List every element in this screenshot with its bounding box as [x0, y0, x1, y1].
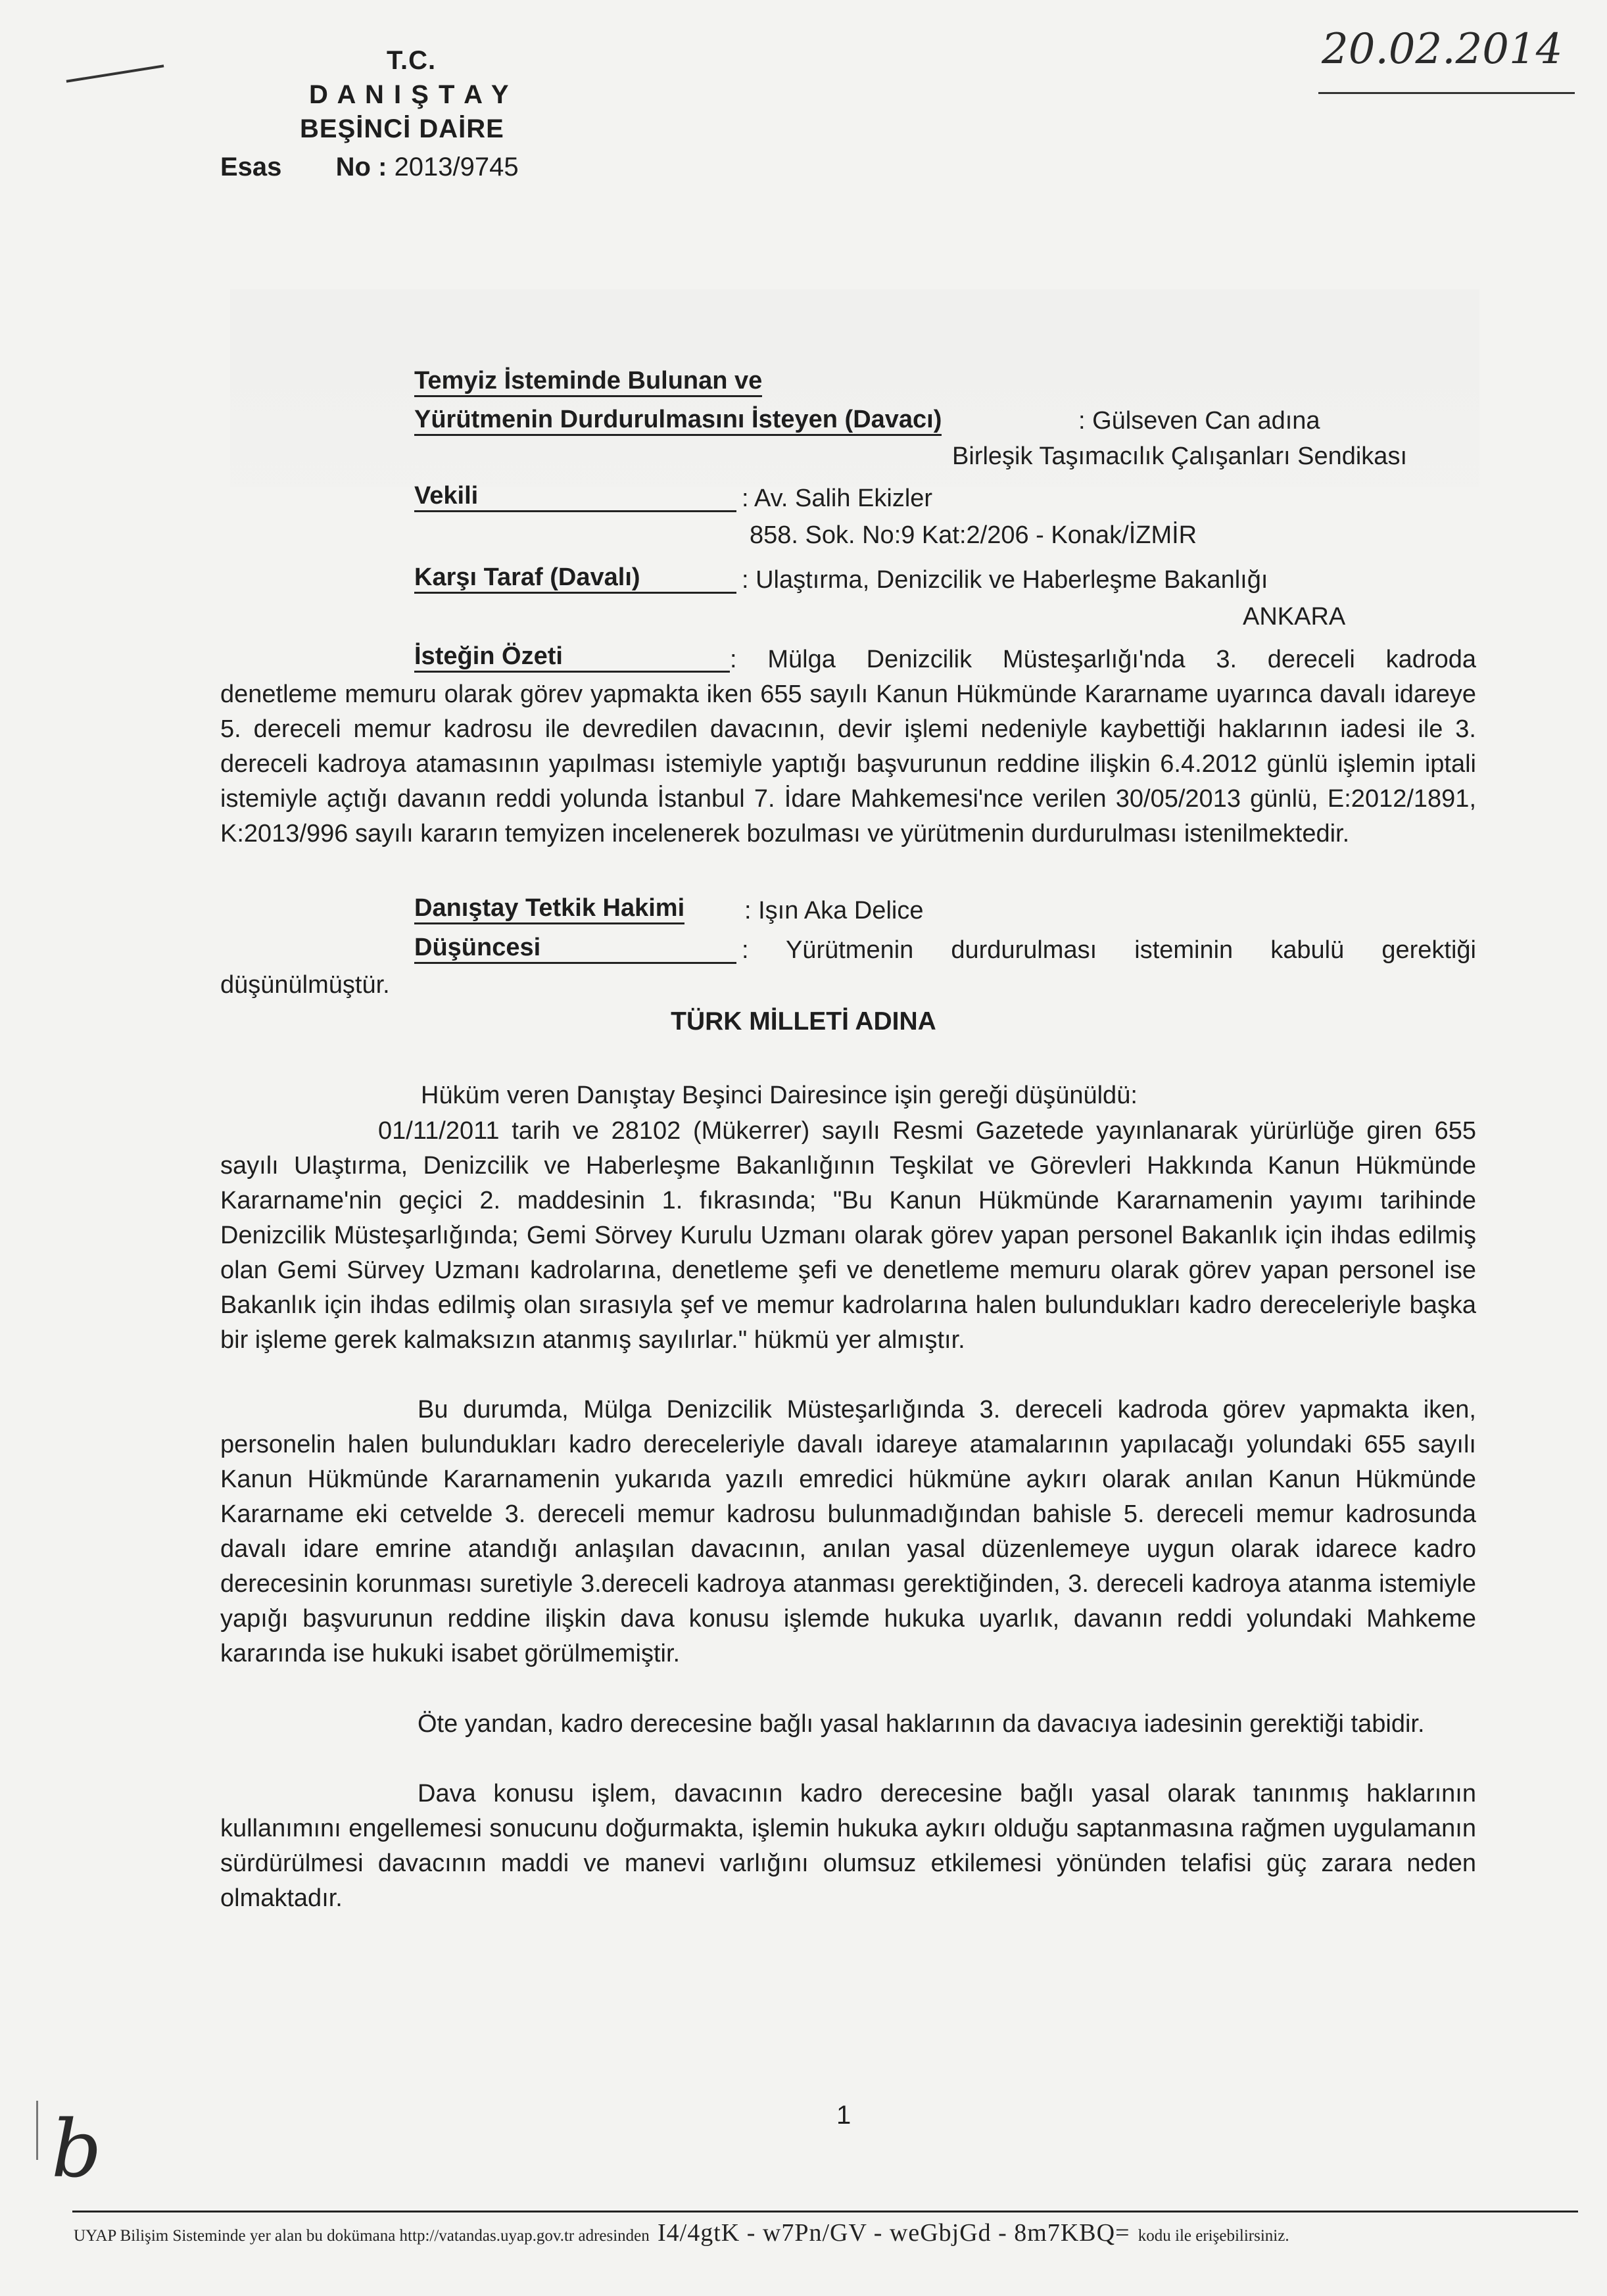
header-court: D A N I Ş T A Y: [309, 80, 510, 109]
judge-label: Danıştay Tetkik Hakimi: [414, 894, 684, 924]
handwritten-initial: b: [51, 2104, 102, 2195]
no-value: 2013/9745: [394, 153, 519, 181]
summary-text: denetleme memuru olarak görev yapmakta iken 655 sayılı Kanun Hükmünde Kararname uyarınca davalı idareye 5. dereceli memur kadrosu ile devredilen davacının, devir işlemi nedeniyle kaybettiği haklarının iadesi ile 3. dereceli kadroya atamasının yapılması istemiyle yaptığı başvurunun reddine ilişkin 6.4.2012 günlü işlemin iptali istemiyle açtığı davanın reddi yolunda İstanbul 7. İdare Mahkemesi'nce verilen 30/05/2013 günlü, E:2012/1891, K:2013/996 sayılı kararın temyizen incelenerek bozulması ve yürütmenin durdurulması istenilmektedir.: [220, 681, 1476, 848]
handwritten-date-underline: [1318, 92, 1575, 94]
opinion-first-line: : Yürütmenin durdurulması isteminin kabulü gerektiği: [742, 936, 1476, 964]
body-paragraph-1: 01/11/2011 tarih ve 28102 (Mükerrer) sayılı Resmi Gazetede yayınlanarak yürürlüğe giren 655 sayılı Ulaştırma, Denizcilik ve Haberleşme Bakanlığının Teşkilat ve Görevleri Hakkında Kanun Hükmünde Kararname'nin geçici 2. maddesinin 1. fıkrasında; "Bu Kanun Hükmünde Kararnamenin yayımı tarihinde Denizcilik Müsteşarlığında; Gemi Sörvey Kurulu Uzmanı olarak görev yapan personel Bakanlık için ihdas edilmiş olan Gemi Sürvey Uzmanı kadrolarına, denetleme şefi ve denetleme memuru olarak görev yapan personel ise Bakanlık için ihdas edilmiş olan sırasıyla şef ve memur kadrolarına halen bulundukları kadro dereceleriyle başka bir işleme gerek kalmaksızın atanmış sayılırlar." hükmü yer almıştır.: [220, 1117, 1476, 1354]
appellant-label-2: Yürütmenin Durdurulmasını İsteyen (Davacı): [414, 406, 942, 436]
body-paragraph-4: Dava konusu işlem, davacının kadro derecesine bağlı yasal olarak tanınmış haklarının kullanımını engellemesi sonucunu doğurmakta, işlemin hukuka aykırı olduğu saptanmasına rağmen uygulamanın sürdürülmesi davacının maddi ve manevi varlığını olumsuz etkilemesi yönünden telafisi güç zarara neden olmaktadır.: [220, 1780, 1476, 1912]
judge-value: : Işın Aka Delice: [744, 897, 924, 924]
appellant-value-2: Birleşik Taşımacılık Çalışanları Sendikası: [952, 442, 1407, 470]
respondent-value: : Ulaştırma, Denizcilik ve Haberleşme Bakanlığı: [742, 566, 1268, 594]
no-label: No :: [335, 153, 387, 181]
summary-label: İsteğin Özeti: [414, 642, 730, 673]
counsel-label: Vekili: [414, 482, 736, 512]
margin-dash-mark: [66, 64, 164, 82]
margin-mark-left: [36, 2101, 38, 2160]
opinion-rest: düşünülmüştür.: [220, 971, 390, 999]
counsel-value: : Av. Salih Ekizler: [742, 485, 933, 512]
counsel-address: 858. Sok. No:9 Kat:2/206 - Konak/İZMİR: [750, 521, 1197, 549]
header-tc: T.C.: [387, 46, 437, 75]
footer-suffix: kodu ile erişebilirsiniz.: [1138, 2227, 1289, 2245]
esas-label: Esas: [220, 153, 282, 181]
handwritten-date: 20.02.2014: [1322, 25, 1563, 74]
header-chamber: BEŞİNCİ DAİRE: [300, 114, 504, 143]
page-number: 1: [836, 2101, 851, 2130]
appellant-value-1: : Gülseven Can adına: [1078, 407, 1320, 435]
footer-code[interactable]: I4/4gtK - w7Pn/GV - weGbjGd - 8m7KBQ=: [658, 2219, 1130, 2247]
intro-line: Hüküm veren Danıştay Beşinci Dairesince işin gereği düşünüldü:: [421, 1082, 1138, 1109]
opinion-label: Düşüncesi: [414, 934, 736, 964]
footer-line: [74, 2218, 1289, 2247]
respondent-label: Karşı Taraf (Davalı): [414, 563, 736, 594]
body-paragraph-2: Bu durumda, Mülga Denizcilik Müsteşarlığında 3. dereceli kadroda görev yapmakta iken, personelin halen bulundukları kadro dereceleriyle davalı idareye atamalarının yapılacağı yolundaki 655 sayılı Kanun Hükmünde Kararnamenin yukarıda yazılı emredici hükmüne aykırı olarak anılan Kanun Hükmünde Kararname eki cetvelde 3. dereceli memur kadrosu bulunmadığından bahisle 5. dereceli memur kadrosunda davalı idare emrine atandığı anlaşılan davacının, anılan yasal düzenlemeye uygun olarak idarece kadro derecesinin korunması suretiyle 3.dereceli kadroya atanması gerektiğinden, 3. dereceli kadroya atanma istemiyle yapığı başvurunun reddine ilişkin dava konusu işlemde hukuka uyarlık, davanın reddi yolundaki Mahkeme kararında ise hukuki isabet görülmemiştir.: [220, 1396, 1476, 1667]
summary-first-line: : Mülga Denizcilik Müsteşarlığı'nda 3. dereceli kadroda: [730, 646, 1476, 673]
footer-prefix: UYAP Bilişim Sisteminde yer alan bu dokümana http://vatandas.uyap.gov.tr adresinden: [74, 2227, 650, 2245]
header-file-number: [220, 153, 519, 182]
decision-title: TÜRK MİLLETİ ADINA: [671, 1007, 936, 1036]
appellant-label-1: Temyiz İsteminde Bulunan ve: [414, 367, 762, 397]
footer-rule: [72, 2211, 1578, 2212]
body-paragraph-3: Öte yandan, kadro derecesine bağlı yasal haklarının da davacıya iadesinin gerektiği tabidir.: [418, 1710, 1425, 1738]
respondent-city: ANKARA: [1243, 603, 1346, 631]
